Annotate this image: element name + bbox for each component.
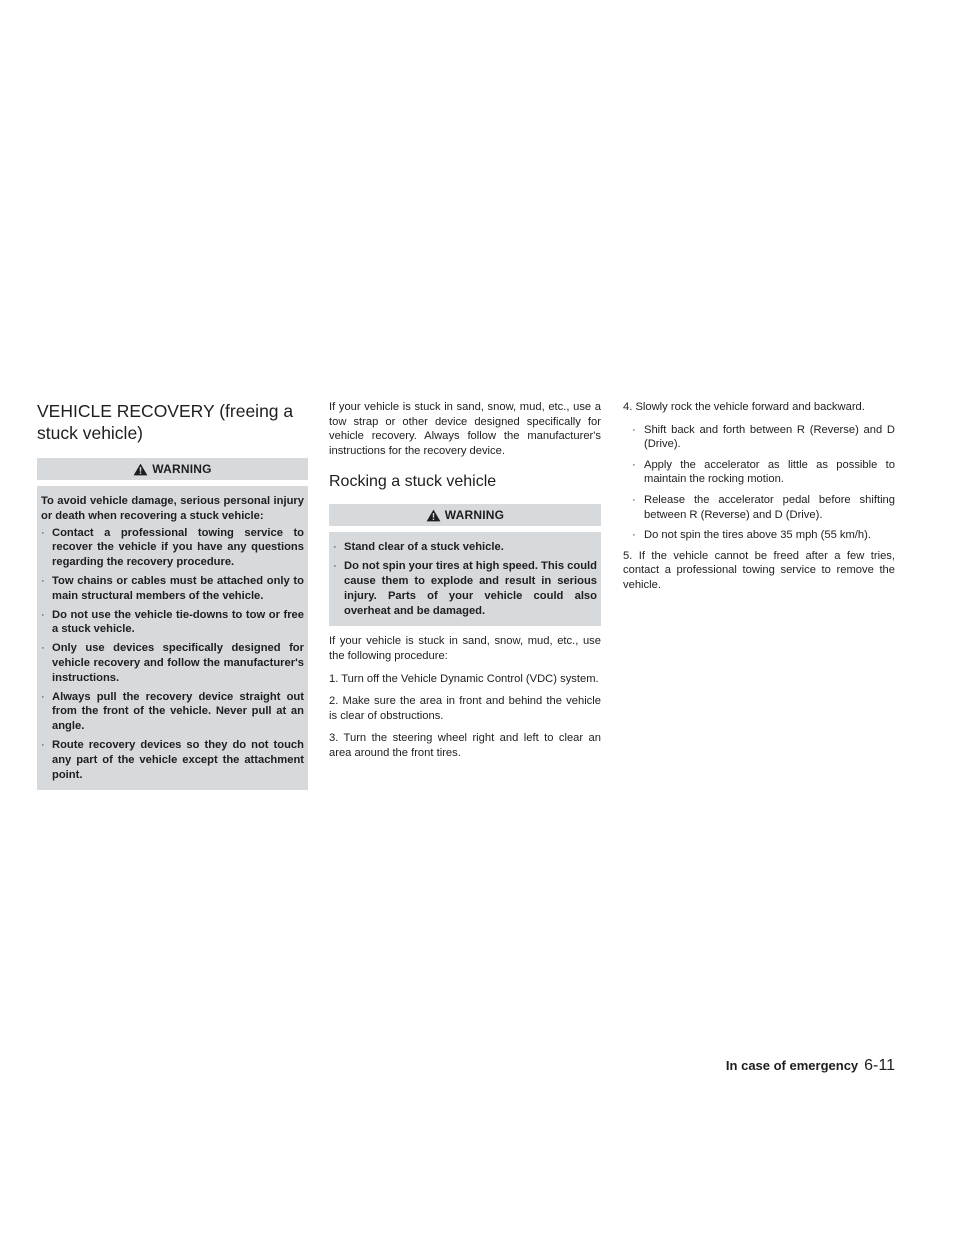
column-right [623,400,895,601]
warning-triangle-icon [133,463,148,476]
step [329,694,601,723]
sub-title: Rocking a stuck vehicle [329,473,497,491]
bullet: · [632,493,636,506]
section-title: VEHICLE RECOVERY (freeing a stuck vehicle) [37,401,294,443]
page-number: 6-11 [864,1057,895,1074]
bullet: · [632,423,636,436]
step [623,549,895,593]
warning-item-text: Stand clear of a stuck vehicle. [344,541,504,554]
step [329,672,601,687]
bullet: · [632,458,636,471]
warning-label: WARNING [152,462,212,476]
bullet: · [41,738,45,751]
bullet: · [333,560,337,573]
step-bullet-text: Release the accelerator pedal before shifting between R (Reverse) and D (Drive). [644,493,895,521]
warning-item-text: Tow chains or cables must be attached only to main structural members of the vehicle. [52,574,304,602]
procedure-intro: If your vehicle is stuck in sand, snow, mud, etc., use the following procedure: [329,635,601,662]
bullet: · [41,608,45,621]
step-bullet [632,493,895,522]
footer-section-name: In case of emergency [725,1058,859,1073]
step-bullet-text: Apply the accelerator as little as possible to maintain the rocking motion. [644,458,895,486]
bullet: · [632,529,636,542]
warning-item [41,690,304,734]
warning-item [41,641,304,685]
step-bullet [632,528,895,543]
bullet: · [41,690,45,703]
warning-item-text: Do not use the vehicle tie-downs to tow or free a stuck vehicle. [52,608,304,636]
warning-item-text: Only use devices specifically designed for vehicle recovery and follow the manufacturer's instructions. [52,642,304,684]
warning-item [41,526,304,570]
bullet: · [41,574,45,587]
warning-header [329,504,601,526]
warning-item-text: Do not spin your tires at high speed. This could cause them to explode and result in serious injury. Parts of your vehicle could also overheat and be damaged. [344,560,597,617]
bullet: · [41,642,45,655]
warning-item [333,559,597,618]
warning-item [41,738,304,782]
step-text: 3. Turn the steering wheel right and left to clear an area around the front tires. [329,732,601,759]
warning-item [41,574,304,604]
step-bullet-text: Do not spin the tires above 35 mph (55 km/h). [644,529,871,542]
step [329,731,601,760]
warning-item-text: Route recovery devices so they do not touch any part of the vehicle except the attachment point. [52,738,304,781]
warning-item [333,540,597,555]
column-middle [329,400,601,769]
step-text: 4. Slowly rock the vehicle forward and backward. [623,401,865,413]
step-bullet [632,423,895,452]
step-text: 2. Make sure the area in front and behind the vehicle is clear of obstructions. [329,695,601,722]
warning-label: WARNING [444,508,505,523]
warning-item-text: Contact a professional towing service to recover the vehicle if you have any questions regarding the recovery procedure. [52,526,304,569]
step-bullet [632,458,895,487]
step [623,400,895,415]
step-bullet-text: Shift back and forth between R (Reverse) and D (Drive). [644,423,895,451]
bullet: · [333,541,337,554]
column-left [37,400,308,790]
warning-intro: To avoid vehicle damage, serious personal injury or death when recovering a stuck vehicle: [41,495,304,522]
step-text: 1. Turn off the Vehicle Dynamic Control (VDC) system. [329,672,599,685]
warning-box [37,486,308,790]
bullet: · [41,526,45,539]
page-footer [726,1058,895,1074]
warning-box [329,532,601,626]
warning-header [37,458,308,480]
warning-item [41,608,304,638]
warning-triangle-icon [426,509,441,522]
warning-item-text: Always pull the recovery device straight out from the front of the vehicle. Never pull at an angle. [52,690,304,733]
step-text: 5. If the vehicle cannot be freed after a few tries, contact a professional towing service to remove the vehicle. [623,549,895,591]
intro-paragraph: If your vehicle is stuck in sand, snow, mud, etc., use a tow strap or other device designed specifically for vehicle recovery. Always follow the manufacturer's instructions for the recovery device. [329,401,601,457]
